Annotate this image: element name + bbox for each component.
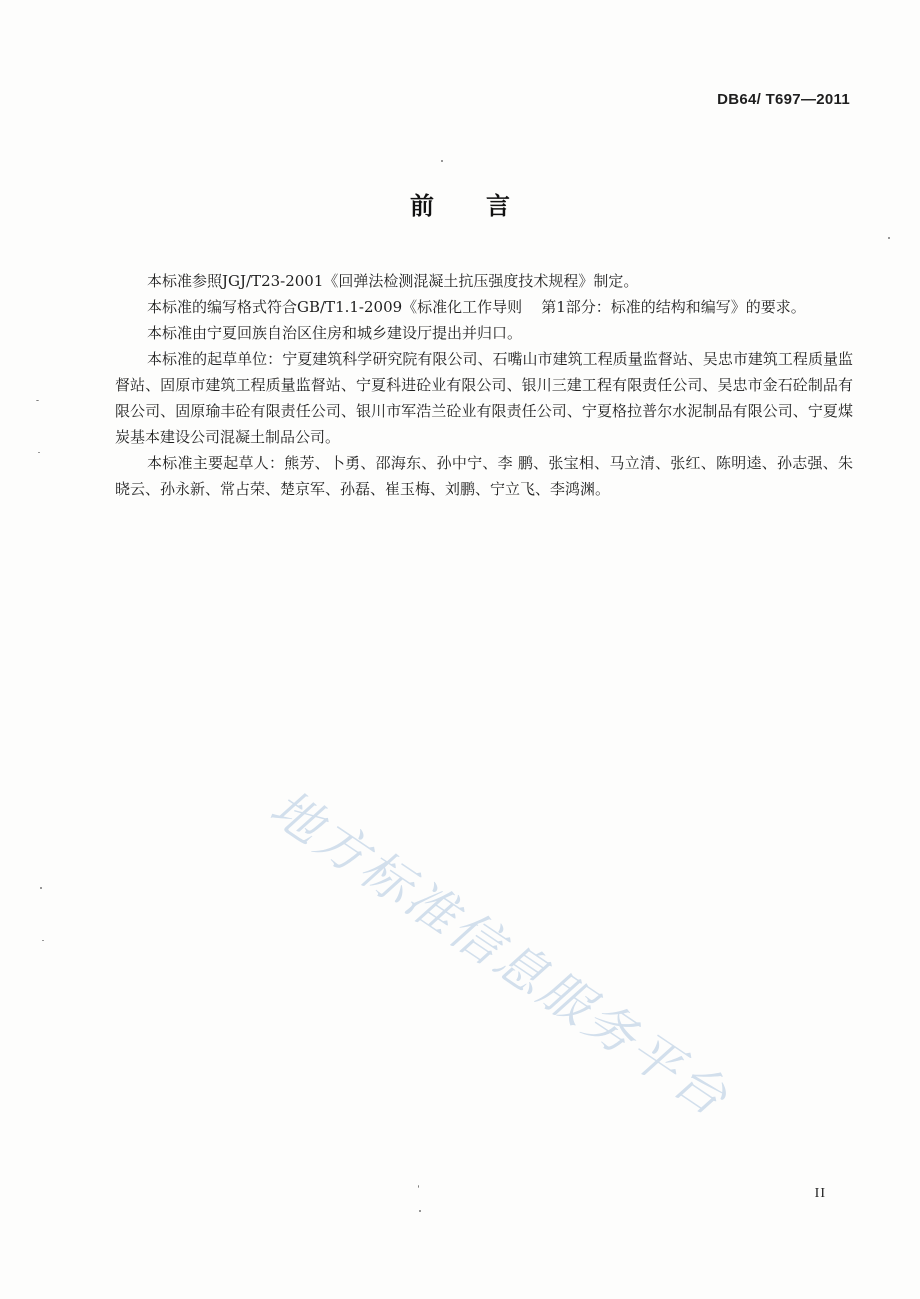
scan-speck — [38, 452, 40, 453]
paragraph-drafters: 本标准主要起草人：熊芳、卜勇、邵海东、孙中宁、李 鹏、张宝相、马立清、张红、陈明逵、孙志强、朱晓云、孙永新、常占荣、楚京军、孙磊、崔玉梅、刘鹏、宁立飞、李鸿渊。 — [115, 454, 853, 498]
scan-speck — [40, 887, 42, 889]
scan-speck — [441, 160, 443, 162]
page-title: 前言 — [410, 192, 562, 220]
scan-speck — [42, 940, 44, 941]
page-number: II — [814, 1186, 826, 1201]
paragraph-drafting-units: 本标准的起草单位：宁夏建筑科学研究院有限公司、石嘴山市建筑工程质量监督站、吴忠市建筑工程质量监督站、固原市建筑工程质量监督站、宁夏科进砼业有限公司、银川三建工程有限责任公司、吴忠市金石砼制品有限公司、固原瑜丰砼有限责任公司、银川市军浩兰砼业有限责任公司、宁夏格拉普尔水泥制品有限公司、宁夏煤炭基本建设公司混凝土制品公司。 — [115, 350, 853, 446]
preface-body — [115, 268, 853, 502]
scan-speck — [36, 400, 39, 401]
paragraph-proposer: 本标准由宁夏回族自治区住房和城乡建设厅提出并归口。 — [147, 324, 523, 342]
scan-speck — [888, 237, 890, 239]
paragraph-reference: 本标准参照JGJ/T23-2001《回弹法检测混凝土抗压强度技术规程》制定。 — [147, 272, 639, 290]
watermark: 地方标准信息服务平台 — [259, 778, 741, 1129]
document-code: DB64/ T697—2011 — [717, 91, 850, 108]
paragraph-format: 本标准的编写格式符合GB/T1.1-2009《标准化工作导则 第1部分：标准的结构和编写》的要求。 — [147, 298, 806, 316]
scan-speck — [419, 1210, 421, 1212]
scan-speck — [418, 1185, 419, 1188]
